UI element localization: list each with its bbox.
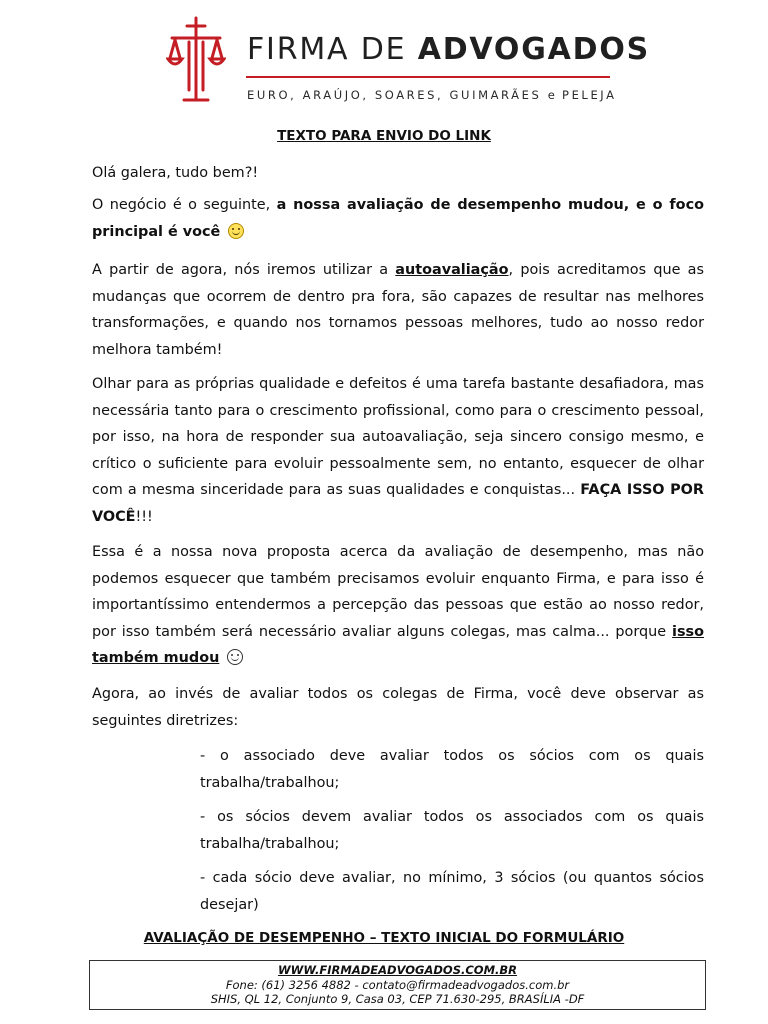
footer-address: SHIS, QL 12, Conjunto 9, Casa 03, CEP 71.630-295, BRASÍLIA -DF	[210, 992, 585, 1006]
page-footer	[89, 960, 706, 1010]
scales-of-justice-icon	[166, 14, 226, 104]
guidelines-intro-paragraph: Agora, ao invés de avaliar todos os colegas de Firma, você deve observar as seguintes diretrizes:	[92, 686, 704, 729]
footer-website-link[interactable]: WWW.FIRMADEADVOGADOS.COM.BR	[277, 963, 518, 977]
self-evaluation-text: A partir de agora, nós iremos utilizar a	[92, 262, 396, 278]
proposal-keyword: isso também mudou	[92, 623, 704, 666]
smiley-outline-emoji-icon	[227, 649, 243, 665]
section-title: TEXTO PARA ENVIO DO LINK	[277, 128, 491, 144]
qualities-paragraph	[92, 371, 704, 530]
firm-name	[247, 32, 650, 68]
qualities-bold-text: FAÇA ISSO POR VOCÊ	[92, 482, 704, 525]
intro-paragraph	[92, 192, 704, 245]
logo-divider	[246, 76, 610, 78]
section-title: AVALIAÇÃO DE DESEMPENHO – TEXTO INICIAL DO FORMULÁRIO	[143, 930, 625, 946]
firm-name-light: FIRMA DE	[247, 32, 418, 67]
partners-last-name: PELEJA	[562, 88, 617, 102]
qualities-text: Olhar para as próprias qualidade e defeitos é uma tarefa bastante desafiadora, mas necessária tanto para o crescimento profissional, como para o crescimento pessoal, por isso, na hora de responder sua autoavaliação, seja sincero consigo mesmo, e crítico o suficiente para evoluir pessoalmente sem, no entanto, esquecer de olhar com a mesma sinceridade para as suas qualidades e conquistas...	[92, 376, 704, 498]
firm-partners	[247, 88, 617, 102]
guideline-item: - o associado deve avaliar todos os sócios com os quais trabalha/trabalhou;	[200, 748, 704, 791]
self-evaluation-text-cont: , pois acreditamos que as mudanças que ocorrem de dentro pra fora, são capazes de resultar nas melhores transformações, e quando nos tornamos pessoas melhores, tudo ao nosso redor melhora também!	[92, 262, 704, 358]
greeting-paragraph: Olá galera, tudo bem?!	[92, 165, 259, 181]
self-evaluation-keyword: autoavaliação	[395, 262, 509, 278]
firm-logo	[166, 14, 651, 106]
partners-names: EURO, ARAÚJO, SOARES, GUIMARÃES	[247, 88, 542, 102]
intro-bold-text: a nossa avaliação de desempenho mudou, e o foco principal é você	[92, 197, 704, 240]
partners-conjunction: e	[547, 88, 556, 102]
self-evaluation-paragraph	[92, 257, 704, 363]
guideline-item: - cada sócio deve avaliar, no mínimo, 3 sócios (ou quantos sócios desejar)	[200, 870, 704, 913]
qualities-exclamation: !!!	[135, 508, 153, 525]
guideline-item: - os sócios devem avaliar todos os associados com os quais trabalha/trabalhou;	[200, 809, 704, 852]
footer-contact: Fone: (61) 3256 4882 - contato@firmadeadvogados.com.br	[225, 977, 570, 992]
firm-name-bold: ADVOGADOS	[417, 32, 651, 67]
intro-text: O negócio é o seguinte,	[92, 197, 277, 213]
proposal-paragraph	[92, 539, 704, 672]
proposal-text: Essa é a nossa nova proposta acerca da avaliação de desempenho, mas não podemos esquecer que também precisamos evoluir enquanto Firma, e para isso é importantíssimo entendermos a percepção das pessoas que estão ao nosso redor, por isso também será necessário avaliar alguns colegas, mas calma... porque	[92, 544, 704, 640]
smiley-emoji-icon	[228, 223, 244, 239]
